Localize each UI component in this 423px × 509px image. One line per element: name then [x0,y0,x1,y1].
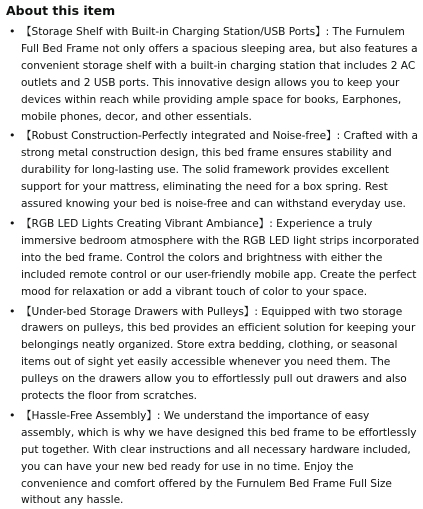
feature-bullet-text: 【Storage Shelf with Built-in Charging Station/USB Ports】: The Furnulem Full Bed Frame not only offers a spacious sleeping area, but also features a convenient storage shelf with a built-in charging station that includes 2 AC outlets and 2 USB ports. This innovative design allows you to keep your devices within reach while providing ample space for books, Earphones, mobile phones, decor, and other essentials. [21,26,418,123]
feature-bullet-hassle-free-assembly [6,408,423,509]
feature-bullet-text: 【Robust Construction-Perfectly integrated and Noise-free】: Crafted with a strong metal construction design, this bed frame ensures stability and durability for long-lasting use. The solid framework provides excellent support for your mattress, eliminating the need for a box spring. Rest assured knowing your bed is noise-free and can withstand everyday use. [21,130,418,211]
feature-bullet-text: 【Under-bed Storage Drawers with Pulleys】: Equipped with two storage drawers on pulleys, this bed provides an efficient solution for keeping your belongings neatly organized. Store extra bedding, clothing, or seasonal items out of sight yet easily accessible whenever you need them. The pulleys on the drawers allow you to effortlessly pull out drawers and also protects the floor from scratches. [21,305,416,403]
bullet-marker: • [9,25,16,38]
feature-bullet-storage-shelf [6,24,423,125]
feature-bullet-storage-drawers [6,304,423,405]
feature-bullet-text: 【RGB LED Lights Creating Vibrant Ambiance】: Experience a truly immersive bedroom atmosphere with the RGB LED light strips incorporated into the bed frame. Control the colors and brightness with either the included remote control or our user-friendly mobile app. Create the perfect mood for relaxation or add a vibrant touch of color to your space. [21,217,420,298]
bullet-marker: • [9,129,16,143]
section-heading: About this item [6,3,116,18]
bullet-marker: • [9,304,16,318]
bullet-marker: • [9,408,16,422]
feature-bullet-rgb-led-lights [6,216,423,301]
feature-bullet-robust-construction [6,128,423,213]
bullet-marker: • [9,216,16,230]
feature-bullet-list [6,24,423,509]
feature-bullet-text: 【Hassle-Free Assembly】: We understand the importance of easy assembly, which is why we have designed this bed frame to be effortlessly put together. With clear instructions and all necessary hardware included, you can have your new bed ready for use in no time. Enjoy the convenience and comfort offered by the Furnulem Bed Frame Full Size without any hassle. [21,409,417,507]
